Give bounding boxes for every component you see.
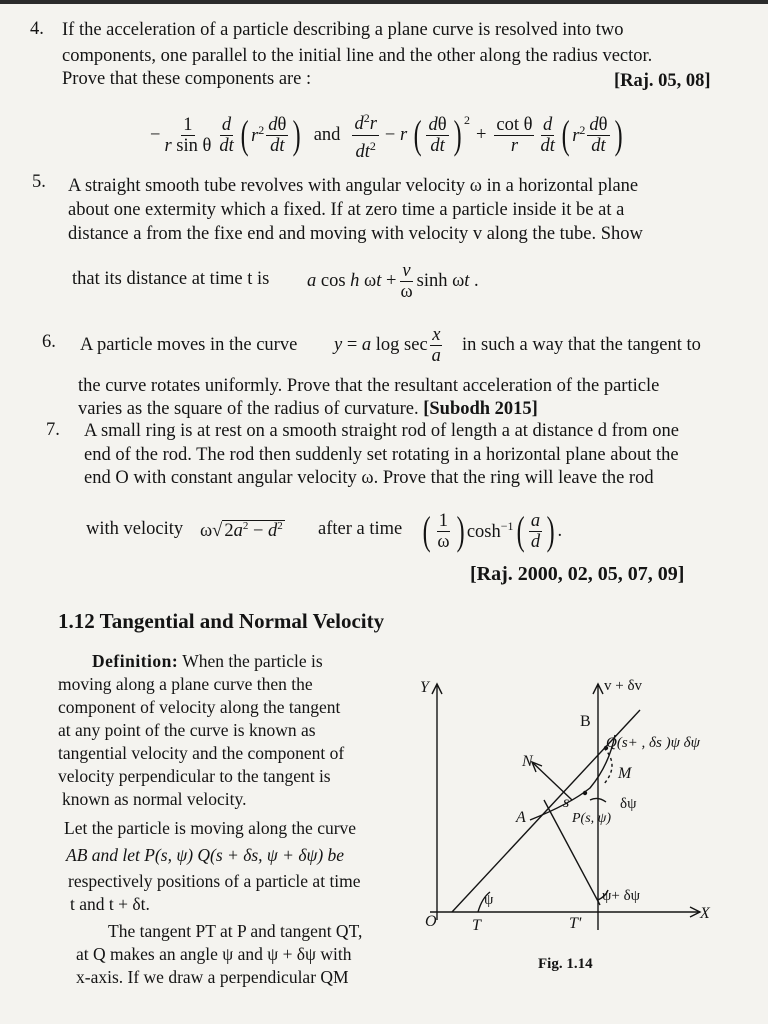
label-O: O — [425, 913, 437, 930]
label-T-prime: T' — [569, 915, 582, 932]
q7-reference: [Raj. 2000, 02, 05, 07, 09] — [470, 563, 685, 585]
q4-line1: If the acceleration of a particle describing a plane curve is resolved into two — [62, 20, 624, 40]
label-B: B — [580, 713, 591, 730]
q4-and: and — [313, 124, 341, 145]
definition-line3: component of velocity along the tangent — [58, 697, 341, 717]
q6-line1b: in such a way that the tangent to — [462, 335, 701, 355]
q7-line4b: after a time — [318, 519, 403, 539]
q6-formula: y = a log sec $\frac{x}{a}$ — [334, 324, 441, 366]
q6-line2: the curve rotates uniformly. Prove that the resultant acceleration of the particle — [78, 376, 660, 396]
label-N: N — [522, 753, 533, 770]
label-T: T — [472, 917, 481, 934]
label-Y: Y — [420, 679, 429, 696]
q4-formula: − $\frac{1}{\text{r sin θ}}$ $\frac{d}{dt}$ ( $r^2$ $\frac{d\theta}{dt}$ ) and $\frac{d^2r}{dt^2}$ − r ( $\frac{d\theta}{dt}$ ) $^2$ + $\frac{\text{cot θ}}{r}$ $\frac{d}{dt}$ ( $r^2$ $\frac{d\theta}{dt}$ ) — [150, 104, 625, 166]
label-s: s — [563, 794, 570, 811]
q7-line1: A small ring is at rest on a smooth straight rod of length a at distance d from one — [84, 421, 679, 441]
definition-line2: moving along a plane curve then the — [58, 674, 313, 694]
definition-line6: velocity perpendicular to the tangent is — [58, 766, 331, 786]
section-title: 1.12 Tangential and Normal Velocity — [58, 609, 385, 633]
q7-time-formula: ( $\frac{1}{\omega}$ ) $\cosh^{-1}$ ( $\frac{a}{d}$ ) . — [422, 508, 563, 553]
label-P: P(s, ψ) — [572, 811, 612, 826]
definition-label: Definition: — [92, 651, 179, 671]
label-X: X — [700, 905, 710, 922]
q4-reference: [Raj. 05, 08] — [614, 71, 711, 91]
q4-line2: components, one parallel to the initial line and the other along the radius vector. — [62, 46, 653, 66]
label-Q: Q(s+ , δs )ψ δψ — [606, 735, 700, 751]
q7-line3: end O with constant angular velocity ω. Prove that the ring will leave the rod — [84, 468, 654, 488]
definition-line7: known as normal velocity. — [62, 789, 247, 809]
paragraph2-line2: AB and let P(s, ψ) Q(s + δs, ψ + δψ) be — [66, 845, 345, 865]
label-M: M — [618, 765, 632, 782]
q5-line1: A straight smooth tube revolves with angular velocity ω in a horizontal plane — [68, 176, 639, 196]
q7-number: 7. — [46, 420, 60, 440]
paragraph3-line1: The tangent PT at P and tangent QT, — [108, 921, 363, 941]
definition-line4: at any point of the curve is known as — [58, 720, 316, 740]
q5-line3: distance a from the fixe end and moving with velocity v along the tube. Show — [68, 224, 643, 244]
q5-number: 5. — [32, 172, 46, 192]
q5-formula: a cos h ωt + $\frac{v}{\omega}$ sinh ωt . — [307, 260, 479, 302]
q7-velocity-formula: ω√ $2a^2 - d^2$ — [200, 519, 283, 542]
label-A: A — [516, 809, 526, 826]
paragraph2-line3: respectively positions of a particle at time — [68, 871, 361, 891]
q6-reference: [Subodh 2015] — [423, 399, 538, 419]
label-psi-dpsi: ψ+ δψ — [602, 888, 641, 904]
paragraph3-line3: x-axis. If we draw a perpendicular QM — [76, 967, 349, 987]
paragraph2-line1: Let the particle is moving along the curve — [64, 818, 357, 838]
q5-line4: that its distance at time t is — [72, 269, 270, 289]
definition-line1-text: When the particle is — [182, 651, 323, 671]
paragraph3-line2: at Q makes an angle ψ and ψ + δψ with — [76, 944, 352, 964]
q6-line1a: A particle moves in the curve — [80, 335, 298, 355]
q7-line4a: with velocity — [86, 519, 184, 539]
q6-line3-text: varies as the square of the radius of curvature. — [78, 399, 419, 419]
label-dpsi: δψ — [620, 796, 637, 812]
point-P — [583, 791, 587, 795]
q4-number: 4. — [30, 19, 44, 39]
label-psi: ψ — [484, 892, 494, 908]
curve-AB — [530, 735, 615, 820]
definition-line5: tangential velocity and the component of — [58, 743, 345, 763]
paragraph2-line4: t and t + δt. — [70, 894, 150, 914]
figure-caption: Fig. 1.14 — [538, 956, 593, 972]
q6-number: 6. — [42, 332, 56, 352]
q5-line2: about one extermity which a fixed. If at zero time a particle inside it be at a — [68, 200, 625, 220]
q4-line3: Prove that these components are : — [62, 69, 312, 89]
label-v-dv: v + δv — [604, 678, 643, 694]
q7-line2: end of the rod. The rod then suddenly set rotating in a horizontal plane about the — [84, 445, 679, 465]
